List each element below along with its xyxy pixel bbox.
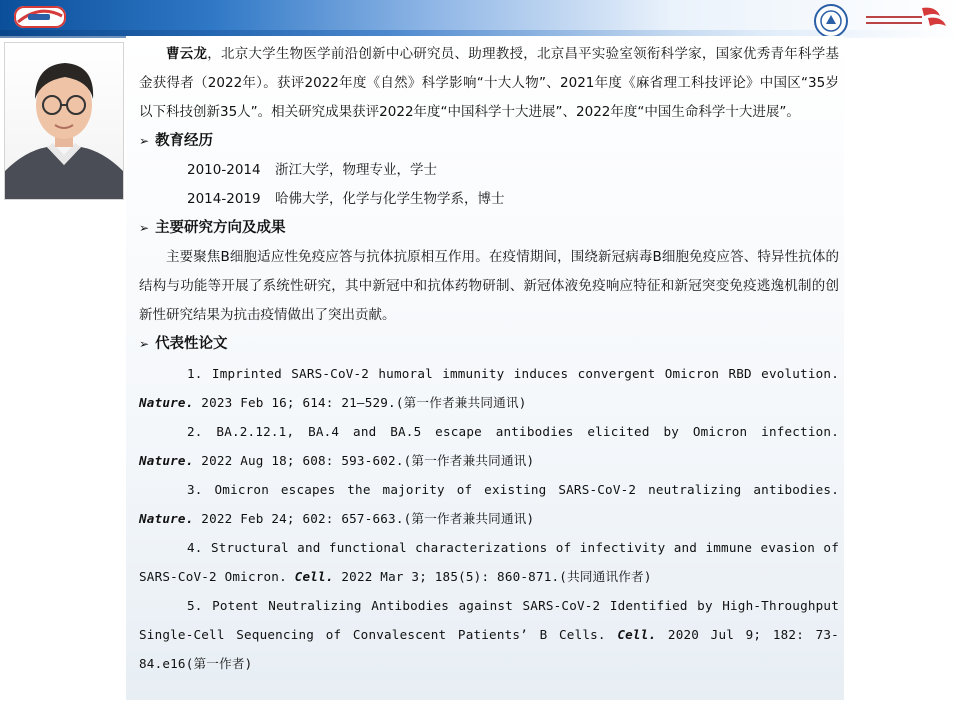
education-heading-label: 教育经历: [155, 133, 214, 149]
papers-heading: [139, 330, 839, 359]
paper-journal: Cell.: [617, 627, 657, 642]
paper-journal: Nature.: [139, 453, 194, 468]
arrow-bullet-icon: ➢: [139, 221, 150, 235]
paper-title: Imprinted SARS-CoV-2 humoral immunity induces convergent Omicron RBD evolution.: [211, 366, 839, 381]
paper-number: 3.: [187, 482, 203, 497]
paper-role: (第一作者兼共同通讯): [403, 511, 535, 526]
paper-number: 2.: [187, 424, 203, 439]
paper-journal: Cell.: [294, 569, 334, 584]
education-detail: 浙江大学，物理专业，学士: [275, 162, 437, 178]
paper-role: (共同通讯作者): [559, 569, 652, 584]
education-item: [139, 156, 839, 185]
paper-citation: 2023 Feb 16; 614: 21–529.: [201, 395, 396, 410]
paper-item: [139, 591, 839, 678]
paper-item: [139, 533, 839, 591]
education-years: 2010-2014: [187, 162, 261, 178]
paper-role: (第一作者): [185, 656, 253, 671]
research-heading: [139, 214, 839, 243]
paper-number: 4.: [187, 540, 203, 555]
arrow-bullet-icon: ➢: [139, 337, 150, 351]
paper-title: Potent Neutralizing Antibodies against SARS-CoV-2 Identified by High-Throughput Single-Cell Sequencing of Convalescent Patients’ B Cells.: [139, 598, 839, 642]
paper-title: Omicron escapes the majority of existing SARS-CoV-2 neutralizing antibodies.: [214, 482, 839, 497]
paper-journal: Nature.: [139, 395, 194, 410]
research-heading-label: 主要研究方向及成果: [155, 220, 286, 236]
paper-item: [139, 475, 839, 533]
paper-number: 5.: [187, 598, 203, 613]
arrow-bullet-icon: ➢: [139, 134, 150, 148]
paper-role: (第一作者兼共同通讯): [395, 395, 527, 410]
paper-citation: 2022 Feb 24; 602: 657-663.: [201, 511, 404, 526]
education-detail: 哈佛大学，化学与化学生物学系，博士: [275, 191, 505, 207]
papers-heading-label: 代表性论文: [155, 336, 228, 352]
education-heading: [139, 127, 839, 156]
slogan-logo-icon: [862, 4, 952, 34]
paper-title: Structural and functional characterizations of infectivity and immune evasion of SARS-CoV-2 Omicron.: [139, 540, 839, 584]
bio-text: ，北京大学生物医学前沿创新中心研究员、助理教授，北京昌平实验室领衔科学家，国家优秀青年科学基金获得者（2022年）。获评2022年度《自然》科学影响“十大人物”、2021年度《麻省理工科技评论》中国区“35岁以下科技创新35人”。相关研究成果获评2022年度“中国科学十大进展”、2022年度“中国生命科学十大进展”。: [139, 46, 839, 120]
research-paragraph: 主要聚焦B细胞适应性免疫应答与抗体抗原相互作用。在疫情期间，围绕新冠病毒B细胞免疫应答、特异性抗体的结构与功能等开展了系统性研究，其中新冠中和抗体药物研制、新冠体液免疫响应特征和新冠突变免疫逃逸机制的创新性研究结果为抗击疫情做出了突出贡献。: [139, 249, 839, 323]
university-seal-icon: [814, 4, 848, 38]
paper-title: BA.2.12.1, BA.4 and BA.5 escape antibodies elicited by Omicron infection.: [216, 424, 839, 439]
institution-logo-icon: [14, 6, 66, 28]
paper-citation: 2020 Jul 9; 182: 73-84.e16: [139, 627, 839, 671]
paper-citation: 2022 Aug 18; 608: 593-602.: [201, 453, 404, 468]
paper-item: [139, 359, 839, 417]
paper-journal: Nature.: [139, 511, 194, 526]
paper-item: [139, 417, 839, 475]
profile-text: [139, 40, 839, 678]
paper-citation: 2022 Mar 3; 185(5): 860-871.: [341, 569, 560, 584]
person-name: 曹云龙: [166, 46, 208, 62]
portrait-photo: [4, 42, 124, 200]
bio-paragraph: [139, 40, 839, 127]
education-years: 2014-2019: [187, 191, 261, 207]
education-item: [139, 185, 839, 214]
paper-number: 1.: [187, 366, 203, 381]
paper-role: (第一作者兼共同通讯): [403, 453, 535, 468]
